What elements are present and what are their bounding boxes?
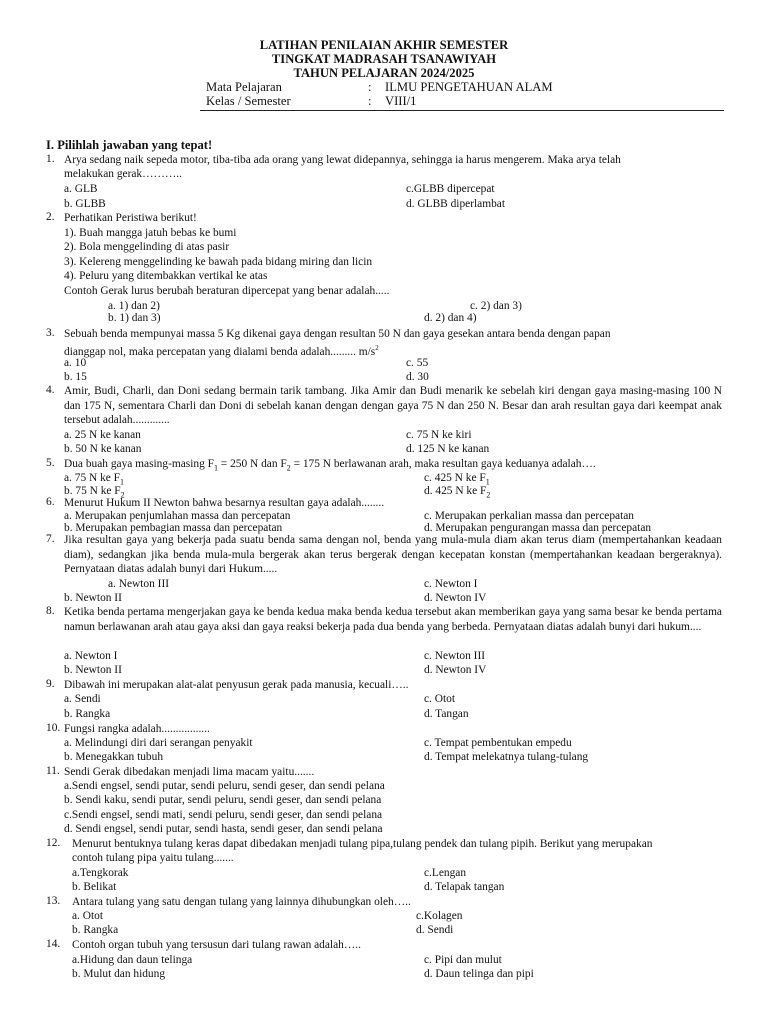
- class-value: VIII/1: [385, 94, 417, 108]
- q12-option-b: b. Belikat: [72, 881, 117, 893]
- q1-text: Arya sedang naik sepeda motor, tiba-tiba ada orang yang lewat didepannya, sehingga ia harus mengerem. Maka arya telah: [64, 154, 621, 166]
- subject-value: ILMU PENGETAHUAN ALAM: [385, 80, 553, 94]
- q14-number: 14.: [46, 938, 61, 950]
- subject-label: Mata Pelajaran: [206, 80, 282, 94]
- q4-option-c: c. 75 N ke kiri: [406, 429, 472, 441]
- q10-option-d: d. Tempat melekatnya tulang-tulang: [424, 751, 589, 763]
- q13-option-c: c.Kolagen: [416, 910, 463, 922]
- q12-option-a: a.Tengkorak: [72, 867, 129, 879]
- q5-option-a-sub: 1: [120, 477, 124, 487]
- q7-option-a: a. Newton III: [108, 578, 170, 590]
- section-title: I. Pilihlah jawaban yang tepat!: [46, 138, 213, 152]
- q10-option-b: b. Menegakkan tubuh: [64, 751, 164, 763]
- q14-option-a: a.Hidung dan daun telinga: [72, 954, 193, 966]
- q3-number: 3.: [46, 327, 55, 339]
- q7-number: 7.: [46, 533, 55, 545]
- q5-option-d: [424, 484, 490, 502]
- title-line-2: TINGKAT MADRASAH TSANAWIYAH: [271, 52, 497, 66]
- q1-number: 1.: [46, 153, 55, 165]
- q5-option-b-text: b. 75 N ke F: [64, 485, 121, 497]
- q8-text: Ketika benda pertama mengerjakan gaya ke benda kedua maka benda kedua tersebut akan memberikan gaya yang sama besar ke benda pertama namun berlawanan arah atau gaya aksi dan gaya reaksi bekerja pada dua benda yang berbeda. Pernyataan diatas adalah bunyi dari hukum....: [64, 606, 722, 633]
- q3-option-b: b. 15: [64, 371, 87, 383]
- q6-option-c: c. Merupakan perkalian massa dan percepatan: [424, 510, 634, 522]
- q7-option-b: b. Newton II: [64, 592, 122, 604]
- q2-prompt: Contoh Gerak lurus berubah beraturan dipercepat yang benar adalah.....: [64, 285, 390, 297]
- q13-option-b: b. Rangka: [72, 924, 119, 936]
- subject-sep: :: [368, 80, 372, 94]
- q5-text-b: = 250 N dan F: [217, 458, 287, 470]
- q10-text: Fungsi rangka adalah.................: [64, 723, 210, 735]
- q8-number: 8.: [46, 605, 55, 617]
- q11-option-b: b. Sendi kaku, sendi putar, sendi peluru, sendi geser, dan sendi pelana: [64, 794, 382, 806]
- q2-statement-4: 4). Peluru yang ditembakkan vertikal ke atas: [64, 270, 268, 282]
- q7-text: Jika resultan gaya yang bekerja pada suatu benda sama dengan nol, benda yang mula-mula diam akan terus diam (mempertahankan keadaan diam), sedangkan jika benda mula-mula bergerak akan terus bergerak dengan kecepatan konstan (mempertahankan keadaan bergeraknya). Pernyataan diatas adalah bunyi dari Hukum.....: [64, 534, 722, 575]
- q4-option-d: d. 125 N ke kanan: [406, 443, 490, 455]
- q4-option-b: b. 50 N ke kanan: [64, 443, 142, 455]
- q3-option-a: a. 10: [64, 357, 87, 369]
- q5-text-c: = 175 N berlawanan arah, maka resultan gaya keduanya adalah….: [290, 458, 596, 470]
- q2-option-b: b. 1) dan 3): [108, 312, 161, 324]
- title-line-3: TAHUN PELAJARAN 2024/2025: [293, 66, 475, 80]
- q8-option-d: d. Newton IV: [424, 664, 487, 676]
- q14-text: Contoh organ tubuh yang tersusun dari tulang rawan adalah…..: [72, 939, 361, 951]
- q1-option-b: b. GLBB: [64, 198, 106, 210]
- q6-text: Menurut Hukum II Newton bahwa besarnya resultan gaya adalah........: [64, 497, 385, 509]
- q6-option-b: b. Merupakan pembagian massa dan percepatan: [64, 522, 283, 534]
- q9-option-b: b. Rangka: [64, 708, 111, 720]
- q5-sub-1: 1: [213, 463, 218, 473]
- q10-option-a: a. Melindungi diri dari serangan penyakit: [64, 737, 253, 749]
- q4-option-a: a. 25 N ke kanan: [64, 429, 141, 441]
- title-line-1: LATIHAN PENILAIAN AKHIR SEMESTER: [259, 38, 509, 52]
- q12-text-2: contoh tulang pipa yaitu tulang.......: [72, 852, 234, 864]
- q3-text: Sebuah benda mempunyai massa 5 Kg dikenai gaya dengan resultan 50 N dan gaya gesekan antara benda dengan papan: [64, 328, 611, 340]
- q14-option-c: c. Pipi dan mulut: [424, 954, 502, 966]
- q5-text-a: Dua buah gaya masing-masing F: [64, 458, 214, 470]
- q2-statement-3: 3). Kelereng menggelinding ke bawah pada bidang miring dan licin: [64, 256, 373, 268]
- q12-text: Menurut bentuknya tulang keras dapat dibedakan menjadi tulang pipa,tulang pendek dan tulang pipih. Berikut yang merupakan: [72, 838, 653, 850]
- q2-option-c: c. 2) dan 3): [470, 300, 522, 312]
- q11-option-c: c.Sendi engsel, sendi mati, sendi peluru, sendi geser, dan sendi pelana: [64, 809, 383, 821]
- q12-option-c: c.Lengan: [424, 867, 467, 879]
- q6-number: 6.: [46, 496, 55, 508]
- q12-option-d: d. Telapak tangan: [424, 881, 505, 893]
- q5-option-c-text: c. 425 N ke F: [424, 472, 486, 484]
- q6-option-d: d. Merupakan pengurangan massa dan percepatan: [424, 522, 652, 534]
- q7-option-d: d. Newton IV: [424, 592, 487, 604]
- q3-text-2: [64, 341, 379, 359]
- q14-option-b: b. Mulut dan hidung: [72, 968, 166, 980]
- q3-option-d: d. 30: [406, 371, 429, 383]
- q9-text: Dibawah ini merupakan alat-alat penyusun gerak pada manusia, kecuali…..: [64, 679, 409, 691]
- q5-option-b-sub: 2: [120, 490, 125, 500]
- q11-text: Sendi Gerak dibedakan menjadi lima macam yaitu.......: [64, 766, 315, 778]
- q2-text: Perhatikan Peristiwa berikut!: [64, 212, 197, 224]
- q5-number: 5.: [46, 457, 55, 469]
- q1-option-c: c.GLBB dipercepat: [406, 183, 495, 195]
- q3-text-2-main: dianggap nol, maka percepatan yang dialami benda adalah......... m/s: [64, 345, 376, 358]
- q8-option-c: c. Newton III: [424, 650, 486, 662]
- q12-number: 12.: [46, 837, 61, 849]
- q9-option-c: c. Otot: [424, 693, 456, 705]
- q13-text: Antara tulang yang satu dengan tulang yang lainnya dihubungkan oleh…..: [72, 896, 411, 908]
- q5-sub-2: 2: [286, 463, 291, 473]
- q3-option-c: c. 55: [406, 357, 429, 369]
- class-label: Kelas / Semester: [206, 94, 291, 108]
- q5-text: [64, 457, 596, 475]
- q9-number: 9.: [46, 678, 55, 690]
- q5-option-d-sub: 2: [486, 490, 491, 500]
- q6-option-a: a. Merupakan penjumlahan massa dan percepatan: [64, 510, 291, 522]
- q8-option-a: a. Newton I: [64, 650, 118, 662]
- q13-number: 13.: [46, 895, 61, 907]
- q8-option-b: b. Newton II: [64, 664, 122, 676]
- q14-option-d: d. Daun telinga dan pipi: [424, 968, 534, 980]
- q2-statement-1: 1). Buah mangga jatuh bebas ke bumi: [64, 227, 237, 239]
- q2-statement-2: 2). Bola menggelinding di atas pasir: [64, 241, 230, 253]
- q1-option-d: d. GLBB diperlambat: [406, 198, 506, 210]
- q11-number: 11.: [46, 765, 60, 777]
- q3-unit-exponent: 2: [375, 344, 379, 352]
- q2-number: 2.: [46, 211, 55, 223]
- q4-text: Amir, Budi, Charli, dan Doni sedang bermain tarik tambang. Jika Amir dan Budi menarik ke sebelah kiri dengan gaya masing-masing 100 N dan 175 N, sementara Charli dan Doni di sebelah kanan dengan dengan gaya 75 N dan 250 N. Besar dan arah resultan gaya dari keempat anak tersebut adalah.............: [64, 385, 722, 426]
- q13-option-d: d. Sendi: [416, 924, 454, 936]
- q7-option-c: c. Newton I: [424, 578, 478, 590]
- q1-option-a: a. GLB: [64, 183, 98, 195]
- q11-option-d: d. Sendi engsel, sendi putar, sendi hasta, sendi geser, dan sendi pelana: [64, 823, 383, 835]
- q1-text-2: melakukan gerak………..: [64, 168, 182, 180]
- header-divider: [200, 110, 724, 111]
- q2-option-d: d. 2) dan 4): [424, 312, 477, 324]
- q5-option-a-text: a. 75 N ke F: [64, 472, 120, 484]
- q2-option-a: a. 1) dan 2): [108, 300, 160, 312]
- q10-number: 10.: [46, 722, 61, 734]
- q5-option-d-text: d. 425 N ke F: [424, 485, 487, 497]
- q13-option-a: a. Otot: [72, 910, 104, 922]
- class-sep: :: [368, 94, 372, 108]
- q10-option-c: c. Tempat pembentukan empedu: [424, 737, 572, 749]
- q5-option-c-sub: 1: [485, 477, 490, 487]
- q4-number: 4.: [46, 384, 55, 396]
- q11-option-a: a.Sendi engsel, sendi putar, sendi peluru, sendi geser, dan sendi pelana: [64, 780, 385, 792]
- q9-option-a: a. Sendi: [64, 693, 101, 705]
- q9-option-d: d. Tangan: [424, 708, 469, 720]
